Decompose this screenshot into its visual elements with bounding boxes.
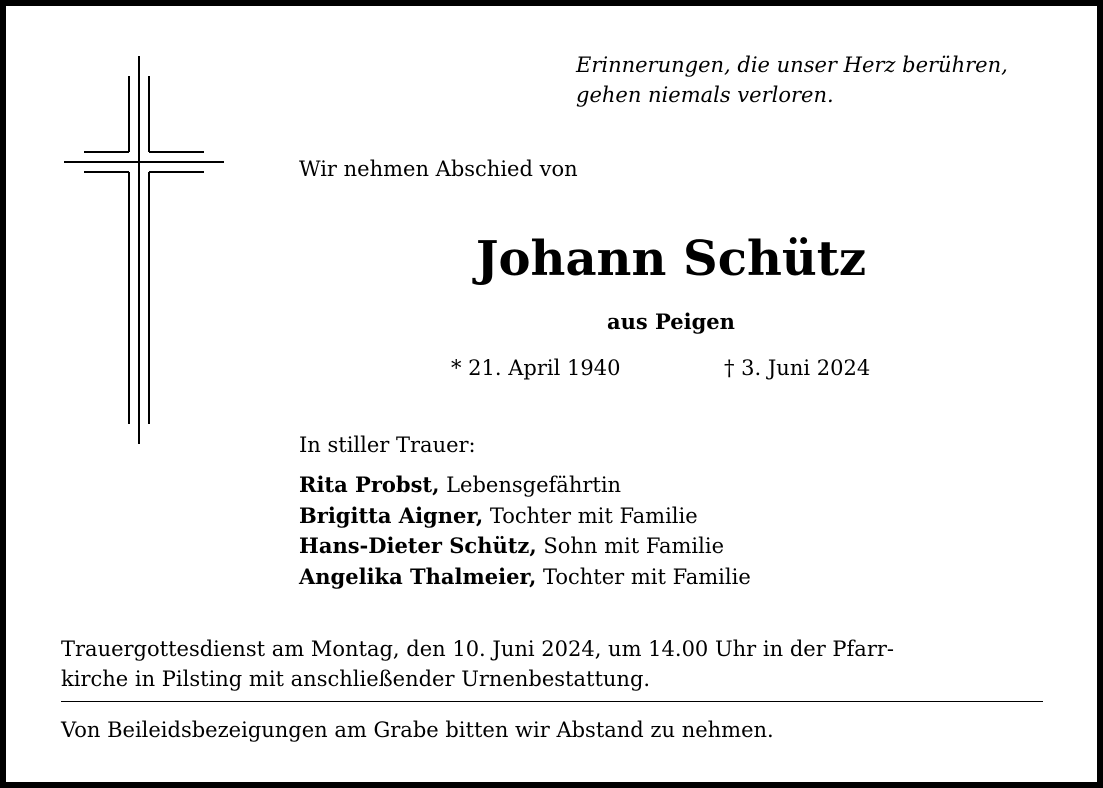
mourner-name: Brigitta Aigner, <box>299 502 484 528</box>
funeral-service-info <box>61 634 1043 694</box>
mourner-relation: Lebensgefährtin <box>439 473 622 497</box>
farewell-intro: Wir nehmen Abschied von <box>299 157 578 181</box>
service-line: kirche in Pilsting mit anschließender Urnenbestattung. <box>61 667 651 691</box>
list-item <box>299 531 751 562</box>
birth-date: * 21. April 1940 <box>451 356 621 380</box>
closing-note: Von Beileidsbezeigungen am Grabe bitten wir Abstand zu nehmen. <box>61 718 774 742</box>
mourner-relation: Sohn mit Familie <box>536 534 725 558</box>
mourners-list <box>299 470 751 592</box>
quote-line: Erinnerungen, die unser Herz berühren, <box>576 53 1008 77</box>
mourner-name: Rita Probst, <box>299 472 440 497</box>
service-line: Trauergottesdienst am Montag, den 10. Juni 2024, um 14.00 Uhr in der Pfarr- <box>61 637 894 661</box>
deceased-origin: aus Peigen <box>607 309 735 334</box>
deceased-name: Johann Schütz <box>475 231 867 287</box>
mourner-relation: Tochter mit Familie <box>483 503 698 528</box>
list-item <box>299 501 751 532</box>
divider <box>61 701 1043 702</box>
quote-line: gehen niemals verloren. <box>576 83 834 107</box>
list-item <box>299 562 751 593</box>
mourner-name: Angelika Thalmeier, <box>299 563 537 589</box>
death-date: † 3. Juni 2024 <box>724 356 871 380</box>
mourner-relation: Tochter mit Familie <box>536 564 751 589</box>
mourner-name: Hans-Dieter Schütz, <box>299 533 537 558</box>
mourning-label: In stiller Trauer: <box>299 433 476 457</box>
list-item <box>299 470 751 501</box>
memorial-quote <box>576 50 1008 110</box>
